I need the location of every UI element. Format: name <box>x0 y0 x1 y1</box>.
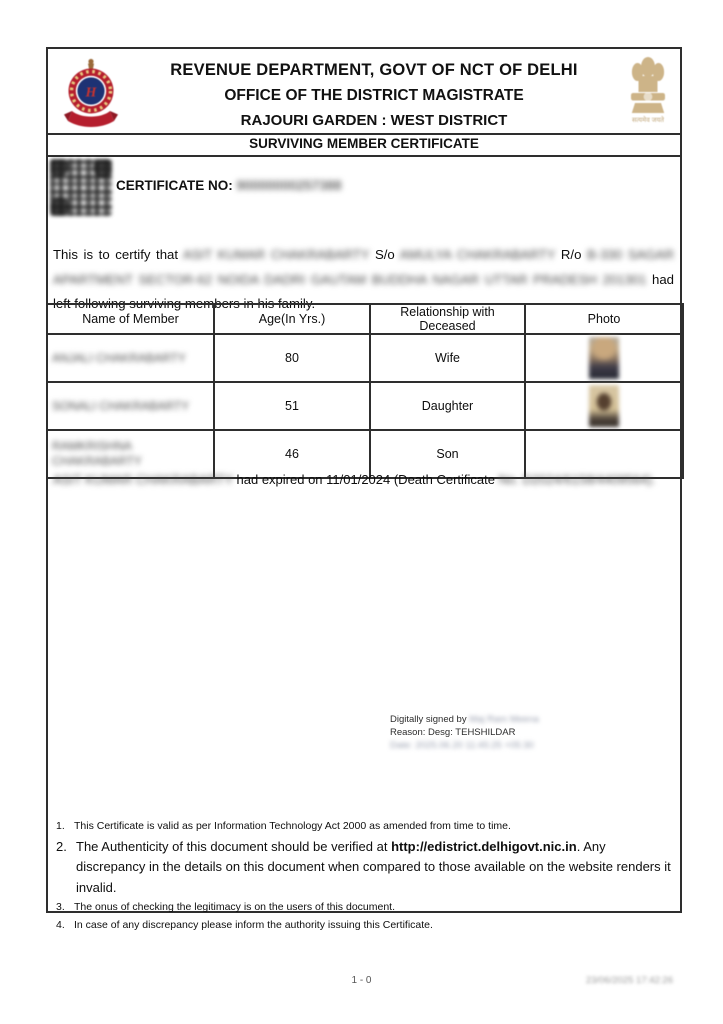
col-header-relationship: Relationship with Deceased <box>370 304 525 334</box>
note-number: 4. <box>56 918 65 931</box>
digital-signature-block <box>390 713 539 752</box>
certify-prefix: This is to certify that <box>53 247 179 262</box>
certificate-number-label: CERTIFICATE NO: <box>116 178 233 193</box>
son-of-label: S/o <box>374 247 395 262</box>
signer-name-redacted: Maj Ram Meena <box>469 714 539 725</box>
signature-date-redacted: Date: 2025.06.20 11:45:25 +05:30 <box>390 740 534 751</box>
document-header <box>48 49 680 135</box>
delhi-police-emblem-icon <box>64 57 118 133</box>
death-certificate-no-redacted: No. D2024/6158/4409564). <box>498 472 656 487</box>
note-number: 1. <box>56 820 65 832</box>
member-age: 51 <box>214 382 370 430</box>
note-text: The onus of checking the legitimacy is on the users of this document. <box>74 901 396 913</box>
qr-code-redacted <box>50 159 112 216</box>
certificate-number-line <box>116 178 342 193</box>
footer-notes <box>56 819 674 935</box>
table-row <box>47 430 683 478</box>
member-photo-redacted <box>589 385 619 427</box>
table-header-row <box>47 304 683 334</box>
certificate-document-box <box>46 47 682 931</box>
signed-by-line <box>390 713 539 726</box>
note-text-post: . Any discrepancy in the details on this document when compared to those available on the website renders it invalid. <box>76 838 671 895</box>
note-item <box>56 900 674 916</box>
note-text: This Certificate is valid as per Information Technology Act 2000 as amended from time to time. <box>74 820 511 832</box>
note-item <box>56 837 674 899</box>
member-photo-redacted <box>589 337 619 379</box>
father-name-redacted: AMULYA CHAKRABARTY <box>399 247 556 262</box>
signature-reason-line: Reason: Desg: TEHSHILDAR <box>390 727 516 738</box>
office-title: OFFICE OF THE DISTRICT MAGISTRATE <box>224 87 524 104</box>
certificate-title-band <box>48 133 680 157</box>
address-redacted: B-330 SAGAR APARTMENT SECTOR-62 NOIDA DADRI GAUTAM BUDDHA NAGAR UTTAR PRADESH 201301 <box>53 247 675 287</box>
note-number: 2. <box>56 838 67 854</box>
certify-suffix: had left following surviving members in his family. <box>53 271 674 311</box>
header-titles <box>140 58 608 129</box>
table-row <box>47 334 683 382</box>
department-title: REVENUE DEPARTMENT, GOVT OF NCT OF DELHI <box>170 61 578 79</box>
page-indicator: 1 - 0 <box>351 975 372 986</box>
expiry-line <box>53 472 655 487</box>
print-timestamp-redacted: 23/06/2025 17:42:26 <box>585 975 673 986</box>
district-title: RAJOURI GARDEN : WEST DISTRICT <box>240 112 508 129</box>
table-row <box>47 382 683 430</box>
member-age: 80 <box>214 334 370 382</box>
deceased-name-redacted: ASIT KUMAR CHAKRABARTY <box>182 247 370 262</box>
member-name-redacted: ANJALI CHAKRABARTY <box>52 350 186 365</box>
col-header-name: Name of Member <box>47 304 214 334</box>
member-name-redacted: SONALI CHAKRABARTY <box>52 398 190 413</box>
emblem-motto: सत्यमेव जयते <box>631 117 665 124</box>
verification-url: http://edistrict.delhigovt.nic.in <box>391 838 577 854</box>
svg-text:H: H <box>85 85 97 101</box>
expired-name-redacted: ASIT KUMAR CHAKRABARTY <box>53 472 233 487</box>
member-photo-redacted <box>589 433 619 475</box>
member-age: 46 <box>214 430 370 478</box>
note-text-pre: The Authenticity of this document should be verified at <box>76 838 392 854</box>
member-name-redacted: RAMKRISHNA CHAKRABARTY <box>52 439 142 468</box>
surviving-members-table <box>46 303 684 479</box>
col-header-age: Age(In Yrs.) <box>214 304 370 334</box>
member-relationship: Wife <box>370 334 525 382</box>
member-relationship: Son <box>370 430 525 478</box>
certificate-title: SURVIVING MEMBER CERTIFICATE <box>249 136 479 151</box>
national-emblem-icon <box>625 54 671 130</box>
note-text <box>76 837 674 899</box>
note-item <box>56 918 674 934</box>
resident-of-label: R/o <box>560 247 582 262</box>
signed-by-prefix: Digitally signed by <box>390 714 467 725</box>
certificate-number-value-redacted: 90000000257388 <box>236 178 342 193</box>
member-relationship: Daughter <box>370 382 525 430</box>
note-item <box>56 819 674 835</box>
note-text: In case of any discrepancy please inform the authority issuing this Certificate. <box>74 918 433 931</box>
expiry-text: had expired on 11/01/2024 (Death Certificate <box>236 472 495 487</box>
note-number: 3. <box>56 901 65 913</box>
col-header-photo: Photo <box>525 304 683 334</box>
